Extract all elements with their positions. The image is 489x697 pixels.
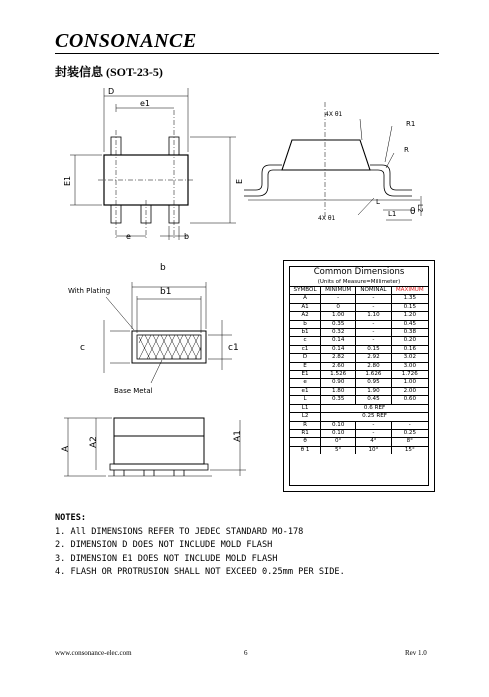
table-cell: - [356, 429, 391, 437]
table-row [290, 312, 428, 320]
table-cell: A1 [290, 303, 321, 311]
table-cell: 1.00 [391, 379, 428, 387]
table-cell: 1.526 [321, 371, 356, 379]
table-cell: E1 [290, 371, 321, 379]
table-row [290, 320, 428, 328]
table-cell: 0.32 [321, 329, 356, 337]
table-cell: c1 [290, 345, 321, 353]
side-view-drawing [244, 102, 421, 220]
label-e1: e1 [140, 99, 151, 108]
table-cell: 2.80 [356, 362, 391, 370]
table-cell: 0.45 [356, 396, 391, 404]
note-item: 3. DIMENSION E1 DOES NOT INCLUDE MOLD FLASH [55, 553, 278, 564]
label-R: R [404, 146, 409, 154]
label-b1: b1 [160, 287, 172, 297]
table-cell: 0.16 [391, 345, 428, 353]
table-cell: 0.15 [391, 303, 428, 311]
table-cell: e [290, 379, 321, 387]
footer-revision: Rev 1.0 [405, 649, 427, 657]
table-row [290, 337, 428, 345]
lead-section-drawing [104, 282, 232, 383]
table-row [290, 446, 428, 454]
table-cell: 1.35 [391, 295, 428, 303]
table-header-row [290, 287, 428, 295]
footer-page-number: 6 [244, 649, 248, 657]
table-row [290, 429, 428, 437]
table-cell: 1.626 [356, 371, 391, 379]
table-cell: E [290, 362, 321, 370]
dimensions-table-frame [283, 260, 435, 492]
table-row [290, 354, 428, 362]
table-cell: - [391, 421, 428, 429]
table-header-cell: MINIMUM [321, 287, 356, 295]
table-subtitle: (Units of Measure=Millimeter) [290, 278, 428, 287]
table-row [290, 379, 428, 387]
table-cell: 0° [321, 438, 356, 446]
table-cell: 0.14 [321, 337, 356, 345]
table-cell: θ [290, 438, 321, 446]
table-cell: 1.20 [391, 312, 428, 320]
table-cell: - [356, 295, 391, 303]
table-cell: 1.80 [321, 387, 356, 395]
footer-website: www.consonance-elec.com [55, 649, 132, 657]
table-cell: 0.14 [321, 345, 356, 353]
table-header-cell: MAXIMUM [391, 287, 428, 295]
table-cell: 15° [391, 446, 428, 454]
label-A: A [61, 445, 71, 452]
label-with-plating: With Plating [68, 287, 111, 295]
label-b: b [184, 232, 190, 241]
table-cell: 0 [321, 303, 356, 311]
label-L1: L1 [388, 210, 397, 218]
label-D: D [108, 87, 115, 96]
table-cell: A2 [290, 312, 321, 320]
table-cell: 1.726 [391, 371, 428, 379]
table-header-cell: NOMINAL [356, 287, 391, 295]
label-theta1-top: 4X θ1 [325, 111, 343, 118]
table-row [290, 303, 428, 311]
label-theta1-bottom: 4X θ1 [318, 215, 336, 222]
table-cell: θ 1 [290, 446, 321, 454]
table-cell: 0.20 [391, 337, 428, 345]
table-cell: 0.45 [391, 320, 428, 328]
table-cell: - [356, 329, 391, 337]
table-cell: 2.82 [321, 354, 356, 362]
table-cell: b1 [290, 329, 321, 337]
table-cell: 0.38 [391, 329, 428, 337]
note-item: 1. All DIMENSIONS REFER TO JEDEC STANDARD MO-178 [55, 526, 304, 537]
label-A2: A2 [89, 436, 99, 448]
table-cell: D [290, 354, 321, 362]
package-title: 封装信息 (SOT-23-5) [55, 65, 163, 79]
notes-section [55, 512, 345, 580]
table-cell: b [290, 320, 321, 328]
table-row [290, 362, 428, 370]
table-cell: 0.95 [356, 379, 391, 387]
table-cell: 8° [391, 438, 428, 446]
table-cell: 0.35 [321, 320, 356, 328]
note-item: 2. DIMENSION D DOES NOT INCLUDE MOLD FLASH [55, 540, 273, 551]
table-cell: A [290, 295, 321, 303]
label-theta: θ [410, 207, 416, 217]
table-cell: 0.60 [391, 396, 428, 404]
table-cell: - [356, 421, 391, 429]
table-cell: R [290, 421, 321, 429]
table-row [290, 295, 428, 303]
table-cell: 10° [356, 446, 391, 454]
table-title: Common Dimensions [313, 267, 405, 277]
brand-logo: CONSONANCE [55, 30, 197, 52]
table-cell: - [356, 303, 391, 311]
table-cell: - [356, 337, 391, 345]
section-hatching [139, 335, 201, 359]
table-cell: 0.10 [321, 421, 356, 429]
note-item: 4. FLASH OR PROTRUSION SHALL NOT EXCEED 0.25mm PER SIDE. [55, 567, 345, 578]
label-E1: E1 [63, 175, 72, 186]
table-cell: 4° [356, 438, 391, 446]
label-L: L [376, 198, 380, 206]
table-cell: 0.90 [321, 379, 356, 387]
table-cell: 3.00 [391, 362, 428, 370]
table-cell: e1 [290, 387, 321, 395]
table-cell: L1 [290, 404, 321, 412]
label-E: E [235, 178, 244, 184]
table-cell: c [290, 337, 321, 345]
table-cell: 0.25 REF [321, 413, 428, 421]
top-view-drawing [70, 88, 236, 240]
table-row [290, 387, 428, 395]
label-base-metal: Base Metal [114, 387, 153, 395]
label-A1: A1 [233, 430, 243, 442]
dimensions-table [290, 287, 428, 454]
table-row [290, 404, 428, 412]
table-cell: 1.90 [356, 387, 391, 395]
table-cell: 2.92 [356, 354, 391, 362]
table-row [290, 438, 428, 446]
table-header-cell: SYMBOL [290, 287, 321, 295]
table-row [290, 396, 428, 404]
table-cell: - [321, 295, 356, 303]
table-cell: 5° [321, 446, 356, 454]
table-cell: 0.6 REF [321, 404, 428, 412]
label-L2: L2 [416, 204, 424, 213]
table-row [290, 413, 428, 421]
notes-heading: NOTES: [55, 513, 87, 523]
label-b-section: b [160, 263, 166, 273]
table-row [290, 345, 428, 353]
table-row [290, 421, 428, 429]
table-cell: L2 [290, 413, 321, 421]
table-cell: 0.10 [321, 429, 356, 437]
table-cell: 0.25 [391, 429, 428, 437]
table-cell: 3.02 [391, 354, 428, 362]
table-cell: - [356, 320, 391, 328]
table-cell: 1.00 [321, 312, 356, 320]
table-cell: 1.10 [356, 312, 391, 320]
table-cell: L [290, 396, 321, 404]
table-row [290, 371, 428, 379]
table-cell: 2.00 [391, 387, 428, 395]
table-cell: R1 [290, 429, 321, 437]
table-row [290, 329, 428, 337]
table-cell: 0.35 [321, 396, 356, 404]
label-e: e [126, 232, 131, 241]
table-cell: 2.60 [321, 362, 356, 370]
label-c: c [80, 343, 85, 353]
label-c1: c1 [228, 343, 239, 353]
table-cell: 0.15 [356, 345, 391, 353]
label-R1: R1 [406, 120, 416, 128]
